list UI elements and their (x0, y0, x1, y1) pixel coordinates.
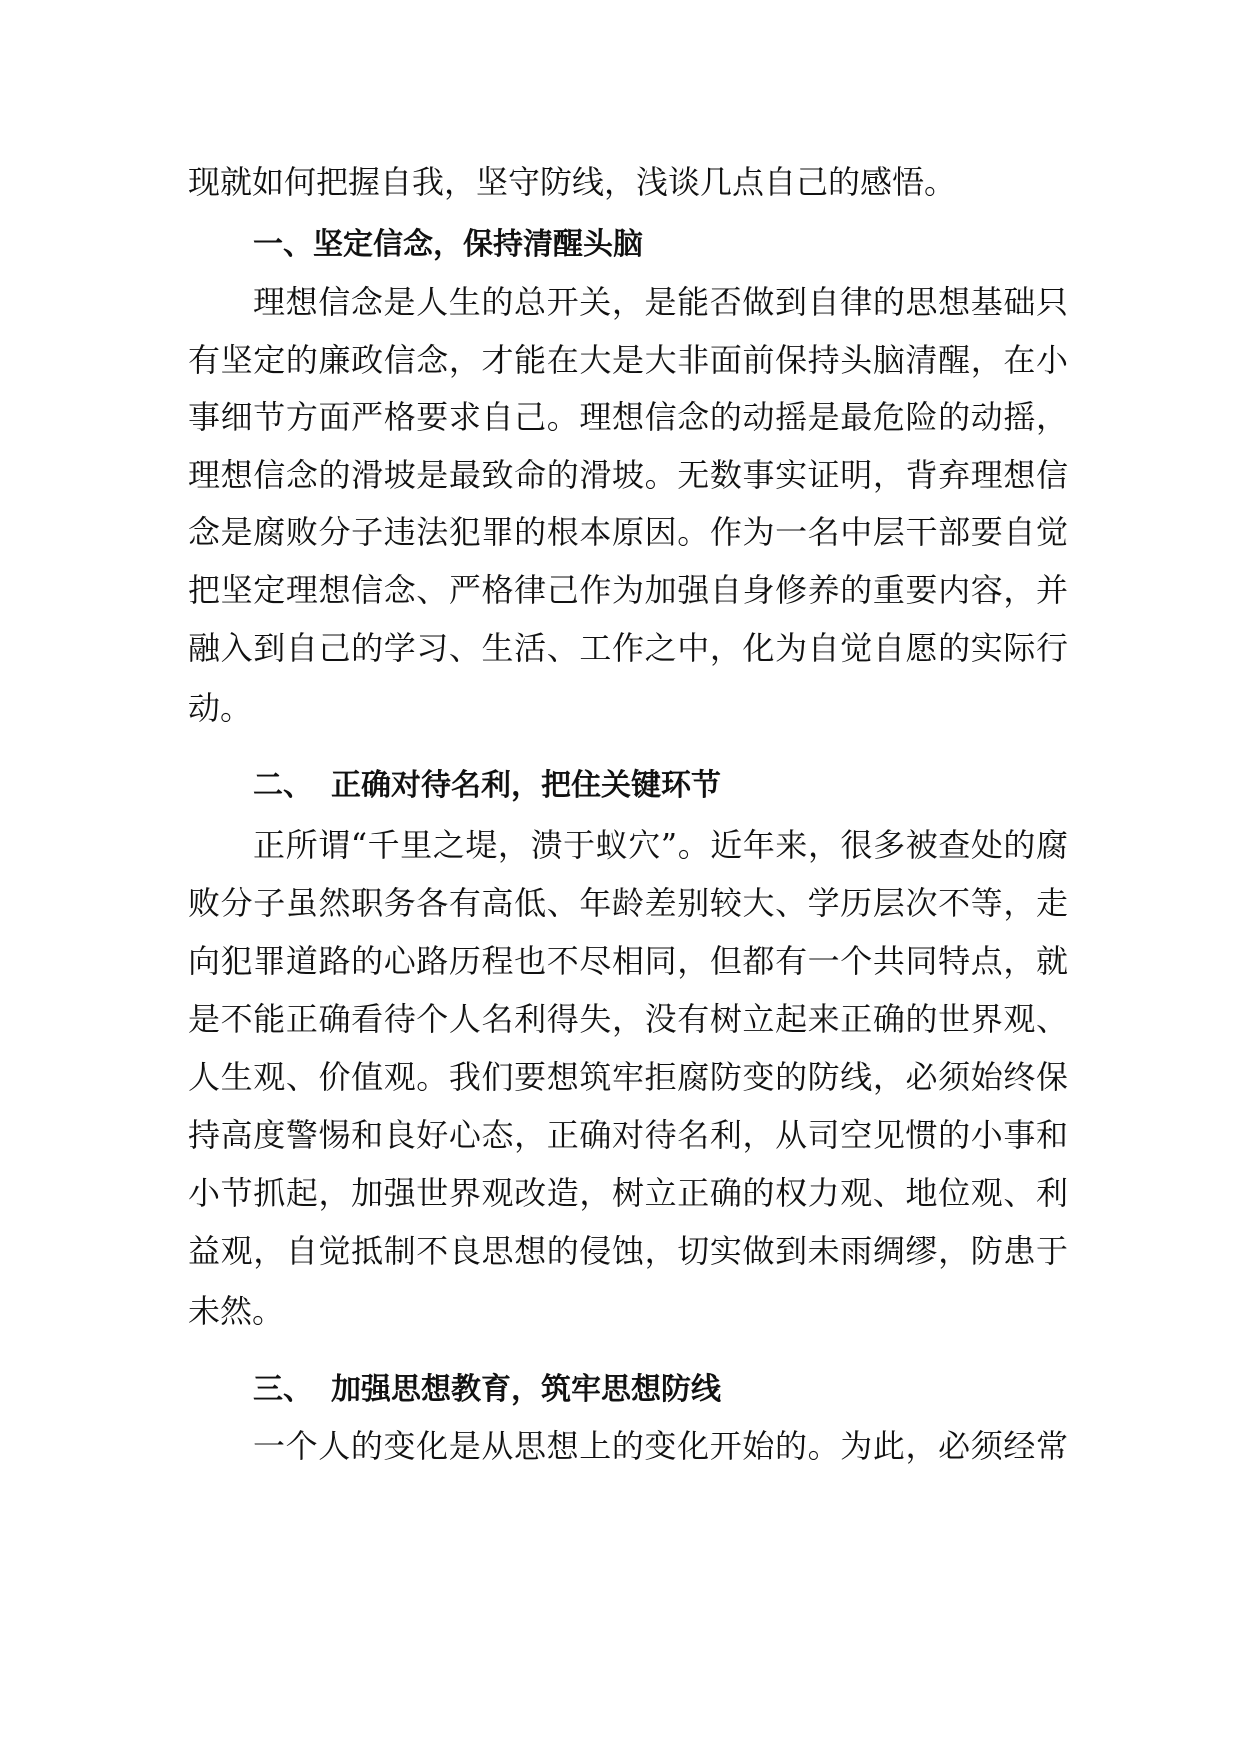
section2-line-7: 小节抓起，加强世界观改造，树立正确的权力观、地位观、利 (188, 1174, 1068, 1212)
section1-line-7: 融入到自己的学习、生活、工作之中，化为自觉自愿的实际行 (188, 629, 1068, 667)
section2-line-3: 向犯罪道路的心路历程也不尽相同，但都有一个共同特点，就 (188, 942, 1068, 980)
section1-line-3: 事细节方面严格要求自己。理想信念的动摇是最危险的动摇， (188, 398, 1068, 436)
section2-line-8: 益观，自觉抵制不良思想的侵蚀，切实做到未雨绸缪，防患于 (188, 1232, 1068, 1270)
section2-line-2: 败分子虽然职务各有高低、年龄差别较大、学历层次不等，走 (188, 884, 1068, 922)
section1-line-4: 理想信念的滑坡是最致命的滑坡。无数事实证明，背弃理想信 (188, 456, 1068, 494)
section2-line-6: 持高度警惕和良好心态，正确对待名利，从司空见惯的小事和 (188, 1116, 1068, 1154)
section3-heading-text: 加强思想教育，筑牢思想防线 (331, 1372, 721, 1407)
section2-line-5: 人生观、价值观。我们要想筑牢拒腐防变的防线，必须始终保 (188, 1058, 1068, 1096)
section2-line-4: 是不能正确看待个人名利得失，没有树立起来正确的世界观、 (188, 1000, 1068, 1038)
section1-line-5: 念是腐败分子违法犯罪的根本原因。作为一名中层干部要自觉 (188, 513, 1068, 551)
section2-heading-number: 二、 (253, 768, 313, 803)
section1-line-2: 有坚定的廉政信念，才能在大是大非面前保持头脑清醒，在小 (188, 341, 1068, 379)
section2-line-1: 正所谓“千里之堤，溃于蚁穴”。近年来，很多被查处的腐 (253, 826, 1068, 864)
section2-heading-text: 正确对待名利，把住关键环节 (331, 768, 721, 803)
section3-line-1: 一个人的变化是从思想上的变化开始的。为此，必须经常 (253, 1427, 1068, 1465)
section1-line-1: 理想信念是人生的总开关，是能否做到自律的思想基础只 (253, 283, 1068, 321)
section1-heading: 一、坚定信念，保持清醒头脑 (253, 227, 643, 262)
section1-line-8: 动。 (188, 689, 253, 727)
intro-line: 现就如何把握自我，坚守防线，浅谈几点自己的感悟。 (188, 163, 957, 201)
section3-heading (253, 1370, 1053, 1410)
section2-heading (253, 766, 1053, 806)
section3-heading-number: 三、 (253, 1372, 313, 1407)
section2-line-9: 未然。 (188, 1292, 285, 1330)
section1-line-6: 把坚定理想信念、严格律己作为加强自身修养的重要内容，并 (188, 571, 1068, 609)
